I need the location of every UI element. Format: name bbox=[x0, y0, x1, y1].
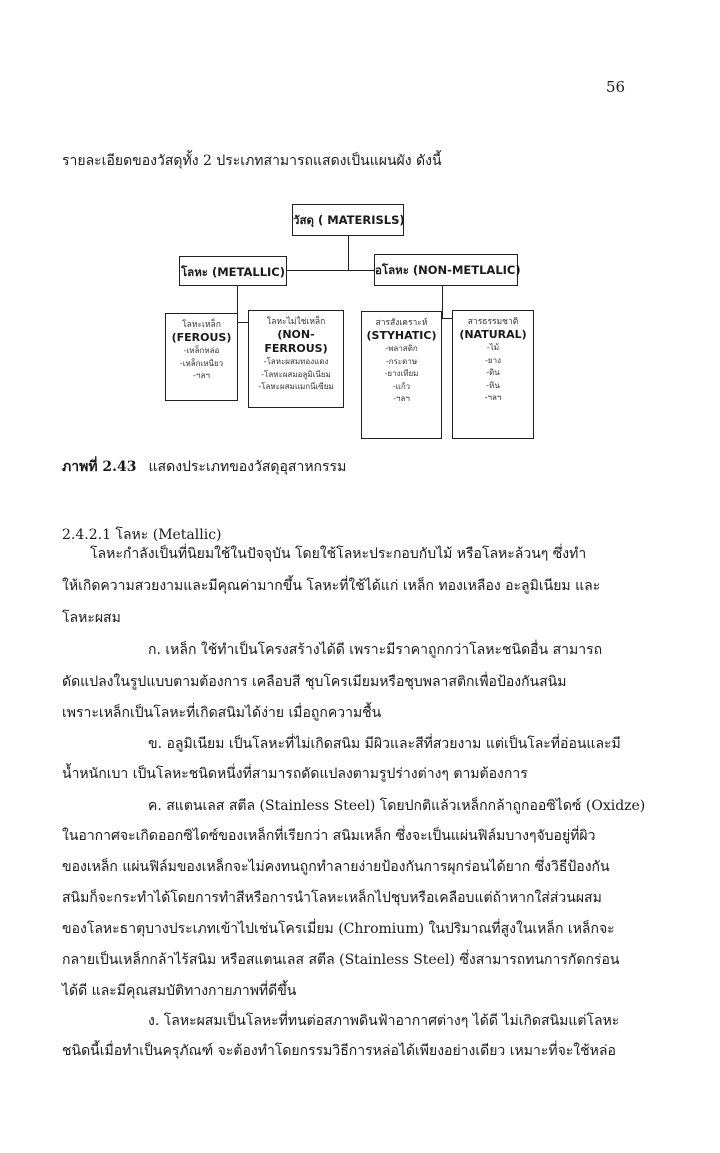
body-line: ได้ดี และมีคุณสมบัติทางกายภาพที่ดีขึ้น bbox=[62, 983, 297, 999]
body-line: โลหะกำลังเป็นที่นิยมใช้ในปัจจุบัน โดยใช้โลหะประกอบกับไม้ หรือโลหะล้วนๆ ซึ่งทำ bbox=[90, 546, 587, 562]
connector-line bbox=[348, 236, 349, 270]
body-line: ของเหล็ก แผ่นฟิล์มของเหล็กจะไม่คงทนถูกทำลายง่ายป้องกันการผุกร่อนได้ยาก ซึ่งวิธีป้องกัน bbox=[62, 859, 610, 875]
nonmetallic-label: อโลหะ (NON-METLALIC) bbox=[375, 263, 521, 277]
caption-label: ภาพที่ 2.43 bbox=[62, 459, 137, 475]
body-line: ของโลหะธาตุบางประเภทเข้าไปเช่นโครเมี่ยม (Chromium) ในปริมาณที่สูงในเหล็ก เหล็กจะ bbox=[62, 921, 615, 937]
body-line: กลายเป็นเหล็กกล้าไร้สนิม หรือสแตนเลส สตีล (Stainless Steel) ซึ่งสามารถทนการกัดกร่อน bbox=[62, 952, 620, 968]
root-label: วัสดุ ( MATERISLS) bbox=[293, 213, 405, 227]
ferous-eng: (FEROUS) bbox=[171, 331, 232, 344]
natural-item: -ดิน bbox=[486, 368, 500, 377]
nonmetallic-box bbox=[374, 254, 521, 286]
body-line: ค. สแตนเลส สตีล (Stainless Steel) โดยปกติแล้วเหล็กกล้าถูกออซิไดซ์ (Oxidze) bbox=[148, 798, 646, 814]
natural-item: -ไม้ bbox=[486, 343, 500, 352]
nonferrous-item: -โลหะผสมทองแดง bbox=[263, 357, 329, 366]
synthetic-eng: (STYHATIC) bbox=[366, 329, 437, 342]
natural-box bbox=[452, 310, 534, 439]
metallic-box bbox=[179, 256, 287, 286]
synthetic-item: -พลาสติก bbox=[385, 344, 418, 353]
natural-item: -ยาง bbox=[485, 355, 501, 365]
body-line: ข. อลูมิเนียม เป็นโลหะที่ไม่เกิดสนิม มีผิวและสีที่สวยงาม แต่เป็นโละที่อ่อนและมี bbox=[148, 736, 621, 752]
connector-line bbox=[237, 322, 248, 323]
body-line: ให้เกิดความสวยงามและมีคุณค่ามากขึ้น โลหะที่ใช้ได้แก่ เหล็ก ทองเหลือง อะลูมิเนียม และ bbox=[62, 578, 601, 594]
nonferrous-eng: (NON-FERROUS) bbox=[264, 328, 328, 355]
synthetic-item: -ฯลฯ bbox=[393, 394, 410, 403]
intro-text: รายละเอียดของวัสดุทั้ง 2 ประเภทสามารถแสดงเป็นแผนผัง ดังนี้ bbox=[62, 153, 442, 169]
natural-eng: (NATURAL) bbox=[459, 328, 527, 341]
ferous-thai: โลหะเหล็ก bbox=[182, 320, 221, 330]
ferous-item: -ฯลฯ bbox=[193, 371, 210, 380]
root-box bbox=[292, 204, 404, 236]
body-line: เพราะเหล็กเป็นโลหะที่เกิดสนิมได้ง่าย เมื่อถูกความชื้น bbox=[62, 705, 382, 721]
metallic-label: โลหะ (METALLIC) bbox=[180, 265, 286, 279]
nonferrous-item: -โลหะผสมแมกนีเซียม bbox=[258, 382, 334, 391]
body-line: โลหะผสม bbox=[62, 610, 121, 626]
connector-line bbox=[442, 285, 443, 318]
body-line: ง. โลหะผสมเป็นโลหะที่ทนต่อสภาพดินฟ้าอากาศต่างๆ ได้ดี ไม่เกิดสนิมแต่โลหะ bbox=[148, 1013, 620, 1029]
ferous-item: -เหล็กเหนียว bbox=[179, 358, 224, 368]
ferous-item: -เหล็กหล่อ bbox=[183, 346, 220, 355]
nonferrous-item: -โลหะผสมอลูมิเนียม bbox=[261, 369, 331, 379]
synthetic-thai: สารสังเคราะห์ bbox=[375, 318, 428, 328]
body-line: สนิมก็จะกระทำได้โดยการทำสีหรือการนำโลหะเหล็กไปชุบหรือเคลือบแต่ถ้าหากใส่ส่วนผสม bbox=[62, 890, 602, 906]
body-line: น้ำหนักเบา เป็นโลหะชนิดหนึ่งที่สามารถดัดแปลงตามรูปร่างต่างๆ ตามต้องการ bbox=[62, 766, 528, 782]
natural-item: -ฯลฯ bbox=[484, 393, 502, 402]
figure-caption bbox=[62, 456, 346, 478]
nonferrous-box bbox=[248, 310, 344, 408]
natural-thai: สารธรรมชาติ bbox=[467, 317, 519, 327]
ferous-box bbox=[165, 313, 238, 401]
caption-text: แสดงประเภทของวัสดุอุสาหกรรม bbox=[148, 459, 347, 475]
body-line: ในอากาศจะเกิดออกซิไดซ์ของเหล็กที่เรียกว่า สนิมเหล็ก ซึ่งจะเป็นแผ่นฟิล์มบางๆจับอยู่ที่ผิว bbox=[62, 828, 596, 844]
section-heading: 2.4.2.1 โลหะ (Metallic) bbox=[62, 527, 222, 543]
page-number: 56 bbox=[606, 78, 626, 96]
synthetic-item: -กระดาษ bbox=[385, 356, 418, 366]
synthetic-item: -แก้ว bbox=[392, 381, 411, 391]
connector-line bbox=[287, 270, 375, 271]
body-line: ดัดแปลงในรูปแบบตามต้องการ เคลือบสี ชุบโครเมียมหรือชุบพลาสติกเพื่อป้องกันสนิม bbox=[62, 674, 567, 690]
body-line: ชนิดนี้เมื่อทำเป็นครุภัณฑ์ จะต้องทำโดยกรรมวิธีการหล่อได้เพียงอย่างเดียว เหมาะที่จะใช้หล่อ bbox=[62, 1043, 616, 1059]
connector-line bbox=[442, 318, 452, 319]
nonferrous-thai: โลหะไม่ใช่เหล็ก bbox=[266, 317, 326, 327]
synthetic-item: -ยางเทียม bbox=[384, 369, 419, 378]
body-line: ก. เหล็ก ใช้ทำเป็นโครงสร้างได้ดี เพราะมีราคาถูกกว่าโลหะชนิดอื่น สามารถ bbox=[148, 642, 603, 658]
synthetic-box bbox=[361, 311, 442, 439]
natural-item: -หิน bbox=[486, 380, 500, 390]
